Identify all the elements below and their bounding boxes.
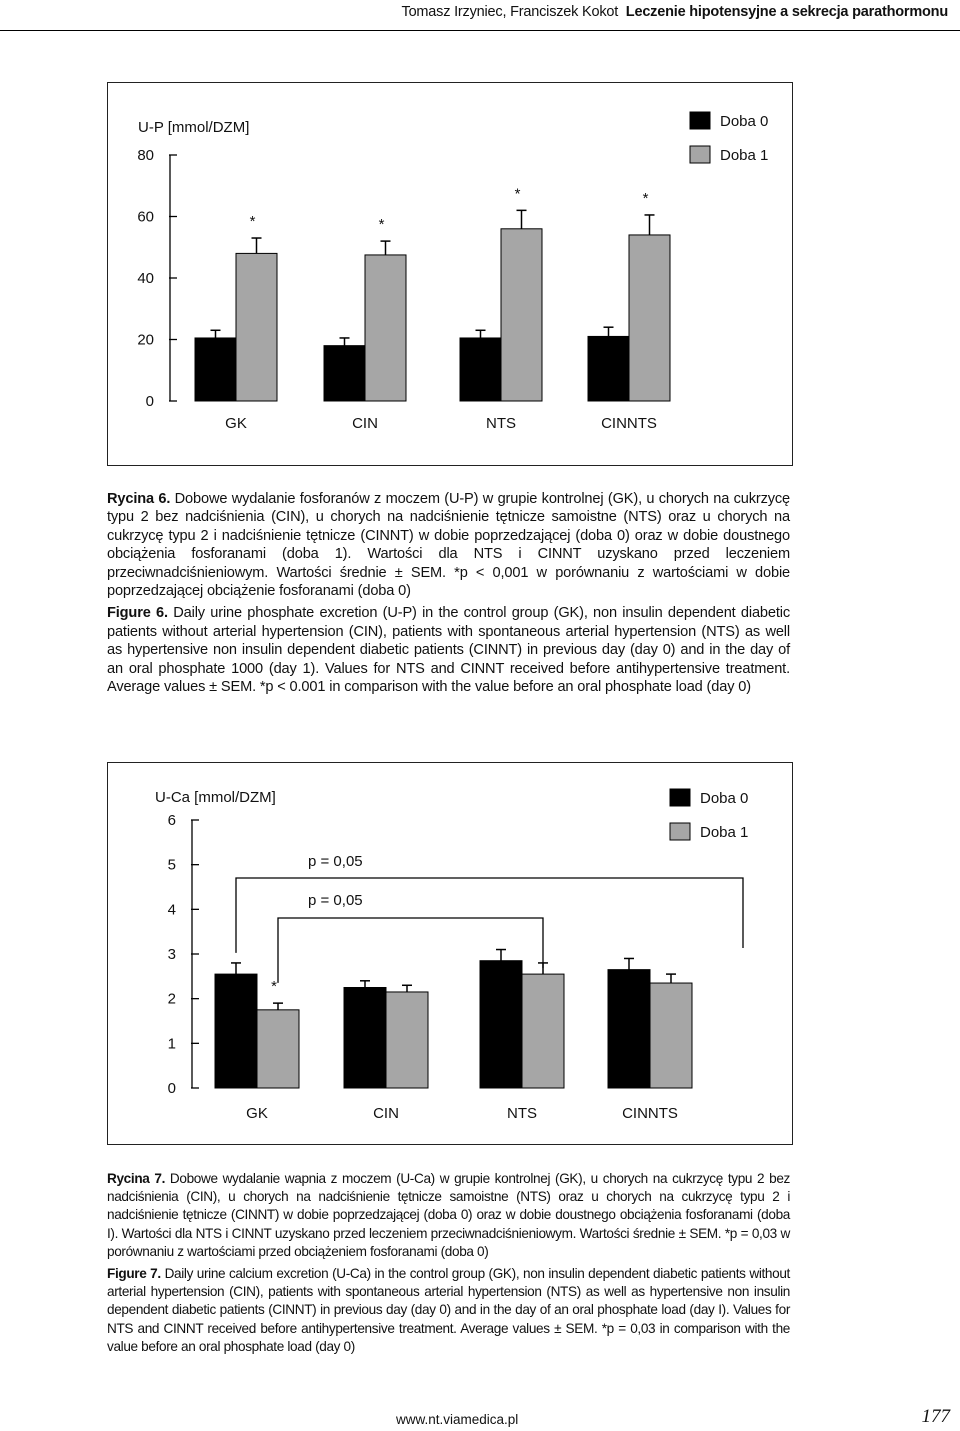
y-tick-label: 0 [167,1080,176,1097]
bar [501,229,542,401]
legend-swatch [670,823,690,840]
legend-label: Doba 1 [720,147,769,164]
bar [588,336,629,401]
x-tick-label: NTS [507,1105,537,1122]
bar [365,255,406,401]
legend-label: Doba 0 [720,113,769,130]
p-value-annotation: p = 0,05 [308,892,363,909]
significance-star: * [514,185,521,203]
caption-pl [107,1170,790,1261]
significance-bracket [236,878,743,953]
y-tick-label: 3 [167,946,176,963]
bar [480,961,522,1088]
significance-star: * [378,216,385,234]
figure-7-chart [108,763,792,1144]
x-tick-label: CIN [373,1105,399,1122]
bar [608,970,650,1088]
figure-6-chart [108,83,792,465]
y-tick-label: 60 [137,208,154,226]
bar [324,346,365,401]
caption-pl [107,490,790,600]
legend-swatch [690,112,710,129]
legend-label: Doba 1 [700,824,749,841]
caption-pl-text: Dobowe wydalanie fosforanów z moczem (U-P) w grupie kontrolnej (GK), u chorych na cukrzycę typu 2 bez nadciśnienia (CIN), u chorych na nadciśnienie tętnicze samoistne (NTS) oraz u chorych na cukrzycę typu 2 i nadciśnienie tętnicze (CINNT) w dobie poprzedzającej (doba 0) oraz w dobie doustnego obciążenia fosforanami (doba 1). Wartości dla NTS i CINNT uzyskano przed leczeniem przeciwnadciśnieniowym. Wartości średnie ± SEM. *p < 0,001 w porównaniu z wartościami w dobie poprzedzającej obciążenie fosforanami (doba 0) [107,491,790,600]
caption-pl-label: Rycina 7. [107,1171,166,1186]
bar [215,974,257,1088]
y-tick-label: 80 [137,147,154,164]
bar [257,1010,299,1088]
bar [522,974,564,1088]
page-number: 177 [921,1406,950,1427]
bar [629,235,670,401]
caption-en-label: Figure 7. [107,1266,161,1282]
y-tick-label: 0 [145,393,154,410]
caption-en-label: Figure 6. [107,605,168,622]
x-tick-label: NTS [486,415,516,432]
figure-7-box [107,762,793,1145]
y-axis-label: U-P [mmol/DZM] [138,119,250,136]
x-tick-label: CIN [352,415,378,432]
significance-star: * [271,978,277,996]
x-tick-label: GK [246,1105,268,1122]
caption-pl-text: Dobowe wydalanie wapnia z moczem (U-Ca) w grupie kontrolnej (GK), u chorych na cukrzycę typu 2 bez nadciśnienia (CIN), u chorych na nadciśnienie tętnicze samoistne (NTS) oraz u chorych na cukrzycę typu 2 i nadciśnienie tętnicze (CINNT) w dobie poprzedzającej (doba 0) oraz w dobie doustnego obciążenia fosforanami (doba I). Wartości dla NTS i CINNT uzyskano przed leczeniem przeciwnadciśnieniowym. Wartości średnie ± SEM. *p = 0,03 w porównaniu z wartościami przed obciążeniem fosforanami (doba 0) [107,1171,790,1259]
figure-7-caption [107,1170,790,1356]
y-axis-label: U-Ca [mmol/DZM] [155,789,276,806]
caption-en [107,604,790,696]
y-tick-label: 40 [137,270,154,287]
y-tick-label: 6 [167,812,176,829]
caption-en-text: Daily urine phosphate excretion (U-P) in the control group (GK), non insulin dependent diabetic patients without arterial hypertension (CIN), patients with spontaneous arterial hypertension (NTS) as well as hypertensive non insulin dependent diabetic patients (CINNT) in previous day (day 0) and in the day of an oral phosphate 1000 (day 1). Values for NTS and CINNT received before antihypertensive treatment. Average values ± SEM. *p < 0.001 in comparison with the value before an oral phosphate load (day 0) [107,605,790,696]
p-value-annotation: p = 0,05 [308,853,363,870]
caption-en [107,1265,790,1356]
running-header [402,4,948,20]
x-tick-label: CINNTS [601,415,657,432]
caption-pl-label: Rycina 6. [107,491,171,507]
x-tick-label: CINNTS [622,1105,678,1122]
bar [650,983,692,1088]
bar [386,992,428,1088]
header-title: Leczenie hipotensyjne a sekrecja parathormonu [625,4,948,20]
header-rule [0,30,960,31]
y-tick-label: 2 [167,990,176,1008]
significance-star: * [642,189,649,207]
bar [195,338,236,401]
caption-en-text: Daily urine calcium excretion (U-Ca) in the control group (GK), non insulin dependent diabetic patients without arterial hypertension (CIN), patients with spontaneous arterial hypertension (NTS) as well as hypertensive non insulin dependent diabetic patients (CINNT) in previous day (day 0) and in the day of an oral phosphate load (day I). Values for NTS and CINNT received before antihypertensive treatment. Average values ± SEM. *p = 0,03 in comparison with the value before an oral phosphate load (day 0) [107,1266,790,1354]
legend-swatch [690,146,710,163]
y-tick-label: 4 [167,901,176,919]
footer-url[interactable]: www.nt.viamedica.pl [396,1412,519,1427]
bar [344,988,386,1089]
bar [236,253,277,401]
bar [460,338,501,401]
y-tick-label: 1 [167,1035,176,1053]
y-tick-label: 20 [137,331,154,349]
x-tick-label: GK [225,415,247,432]
significance-star: * [249,213,256,231]
legend-swatch [670,789,690,806]
header-authors: Tomasz Irzyniec, Franciszek Kokot [401,4,619,20]
figure-6-caption [107,490,790,696]
legend-label: Doba 0 [700,790,749,807]
figure-6-box [107,82,793,466]
y-tick-label: 5 [167,856,176,874]
